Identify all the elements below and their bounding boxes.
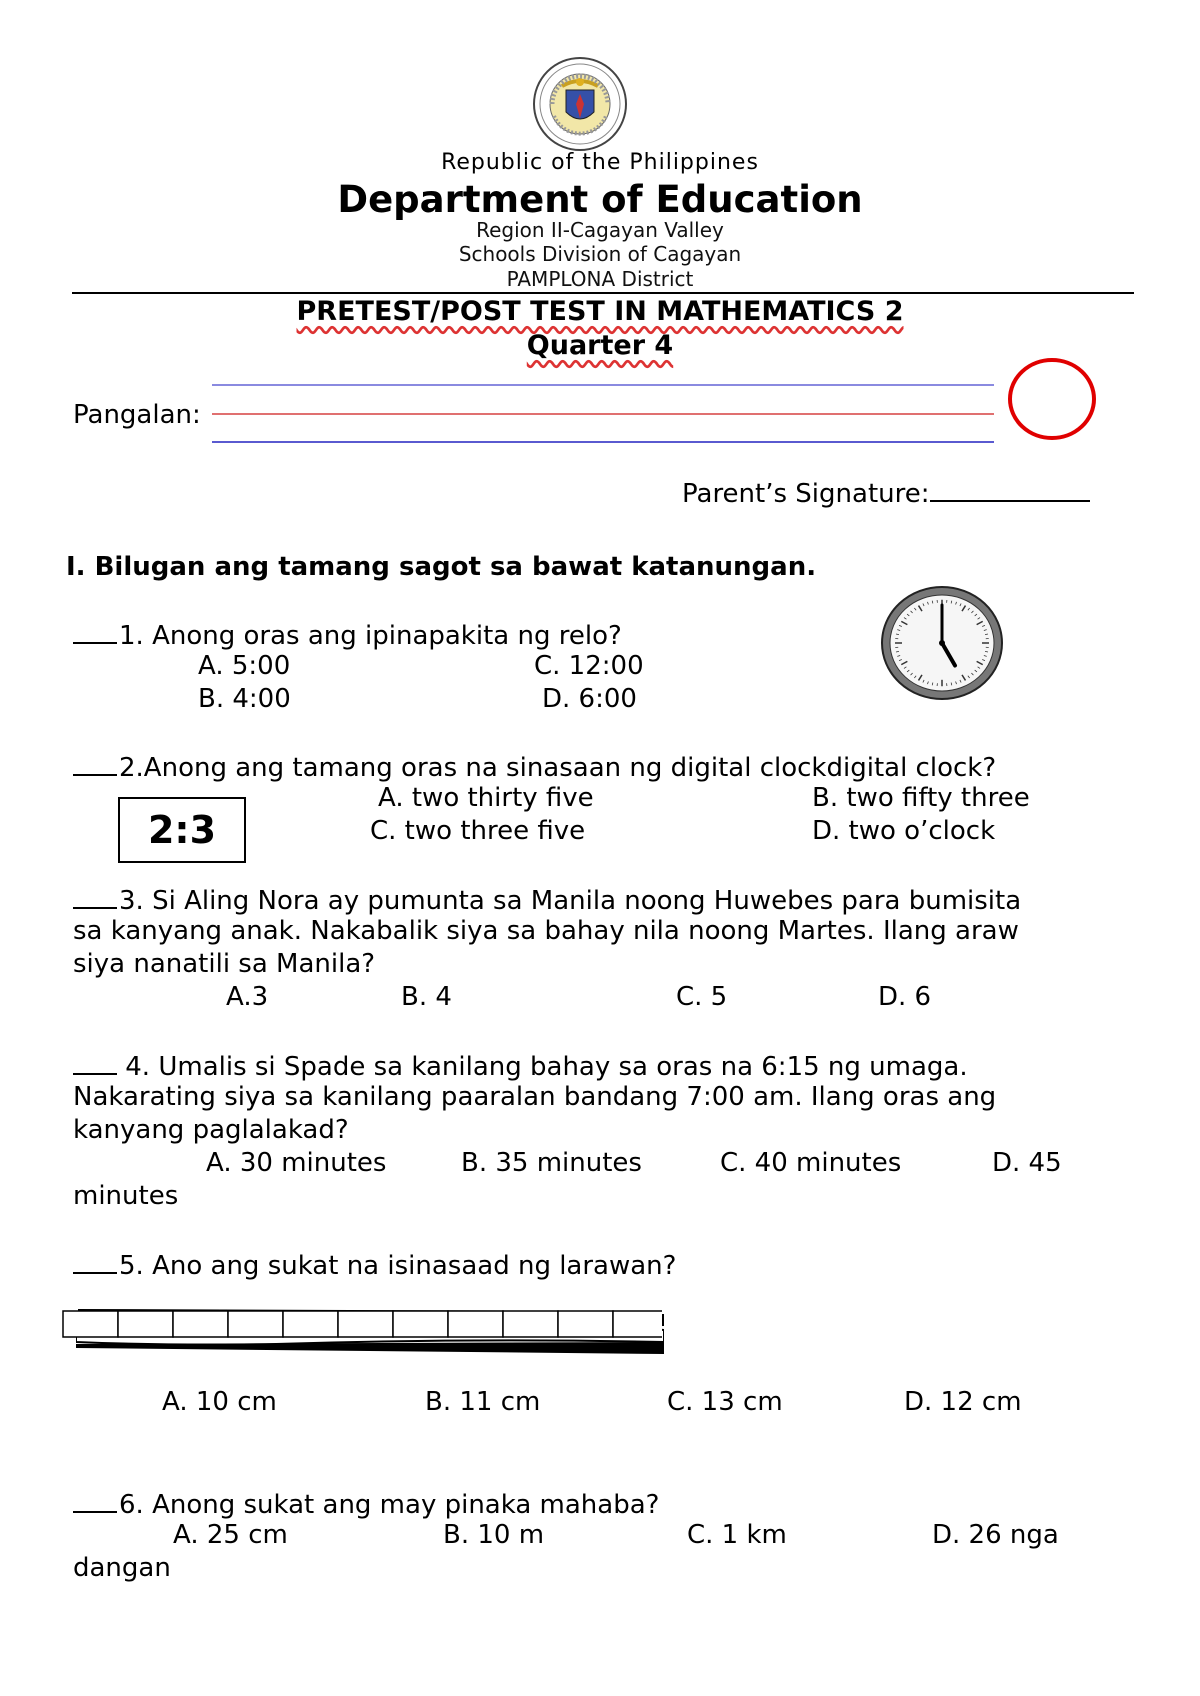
- quarter-text: Quarter 4: [526, 330, 674, 361]
- score-circle[interactable]: [1006, 356, 1098, 442]
- q6-choice-d-wrap: dangan: [73, 1553, 171, 1583]
- question-2: [73, 750, 996, 783]
- question-4-line-3: kanyang paglalakad?: [73, 1115, 349, 1145]
- signature-label: Parent’s Signature:: [682, 479, 930, 509]
- q5-choice-d[interactable]: D. 12 cm: [904, 1387, 1022, 1417]
- q4-choice-a[interactable]: A. 30 minutes: [206, 1148, 387, 1178]
- answer-blank-1[interactable]: [73, 618, 117, 644]
- signature-field[interactable]: [682, 476, 1090, 509]
- q5-choice-a[interactable]: A. 10 cm: [162, 1387, 277, 1417]
- q3-choice-d[interactable]: D. 6: [878, 982, 932, 1012]
- q1-choice-a[interactable]: A. 5:00: [198, 651, 291, 681]
- q1-choice-d[interactable]: D. 6:00: [542, 684, 637, 714]
- question-1: [73, 618, 622, 651]
- q4-choice-d-wrap: minutes: [73, 1181, 179, 1211]
- q1-choice-c[interactable]: C. 12:00: [534, 651, 644, 681]
- answer-blank-6[interactable]: [73, 1487, 117, 1513]
- header-divider: [72, 292, 1134, 294]
- ruler-cell: [393, 1311, 448, 1337]
- q4-choice-d[interactable]: D. 45: [992, 1148, 1062, 1178]
- q6-choice-d[interactable]: D. 26 nga: [932, 1520, 1059, 1550]
- q5-choice-b[interactable]: B. 11 cm: [425, 1387, 541, 1417]
- q1-choice-b[interactable]: B. 4:00: [198, 684, 291, 714]
- clock-tick: [896, 634, 899, 635]
- region-text: Region II-Cagayan Valley: [476, 218, 724, 242]
- digital-clock-display: 2:3: [118, 797, 246, 863]
- q4-choice-c[interactable]: C. 40 minutes: [720, 1148, 902, 1178]
- ruler-cell: [338, 1311, 393, 1337]
- question-3-line-1: 3. Si Aling Nora ay pumunta sa Manila noong Huwebes para bumisita: [119, 886, 1022, 916]
- question-4-line-1: 4. Umalis si Spade sa kanilang bahay sa oras na 6:15 ng umaga.: [117, 1052, 968, 1082]
- test-title: [0, 296, 1200, 327]
- department-title: Department of Education: [337, 178, 863, 221]
- name-label: Pangalan:: [73, 400, 201, 430]
- question-3: [73, 883, 1021, 916]
- ruler-cell: [173, 1311, 228, 1337]
- ruler-cell: [63, 1311, 118, 1337]
- q5-choice-c[interactable]: C. 13 cm: [667, 1387, 783, 1417]
- q3-choice-c[interactable]: C. 5: [676, 982, 728, 1012]
- ruler-cell: [228, 1311, 283, 1337]
- question-2-prompt: 2.Anong ang tamang oras na sinasaan ng digital clockdigital clock?: [119, 753, 997, 783]
- ruler-cell: [118, 1311, 173, 1337]
- signature-blank[interactable]: [930, 476, 1090, 502]
- name-line-bottom: [212, 441, 994, 443]
- instruction-text: I. Bilugan ang tamang sagot sa bawat katanungan.: [66, 552, 817, 582]
- q2-choice-c[interactable]: C. two three five: [370, 816, 586, 846]
- ruler-cell: [448, 1311, 503, 1337]
- ruler-cell: [503, 1311, 558, 1337]
- ruler-cell: [558, 1311, 613, 1337]
- name-line-middle[interactable]: [212, 413, 994, 415]
- q2-choice-d[interactable]: D. two o’clock: [812, 816, 996, 846]
- deped-seal-logo: [532, 56, 628, 152]
- q2-choice-a[interactable]: A. two thirty five: [378, 783, 594, 813]
- question-5-prompt: 5. Ano ang sukat na isinasaad ng larawan?: [119, 1251, 677, 1281]
- ruler: [62, 1310, 662, 1340]
- ruler-cell: [613, 1311, 662, 1337]
- q2-choice-b[interactable]: B. two fifty three: [812, 783, 1030, 813]
- republic-text: Republic of the Philippines: [441, 150, 759, 175]
- answer-blank-2[interactable]: [73, 750, 117, 776]
- q6-choice-a[interactable]: A. 25 cm: [173, 1520, 288, 1550]
- question-1-prompt: 1. Anong oras ang ipinapakita ng relo?: [119, 621, 622, 651]
- clock-tick: [985, 651, 988, 652]
- answer-blank-3[interactable]: [73, 883, 117, 909]
- clock-tick: [896, 651, 899, 652]
- q3-choice-b[interactable]: B. 4: [401, 982, 452, 1012]
- q6-choice-c[interactable]: C. 1 km: [687, 1520, 787, 1550]
- test-title-text: PRETEST/POST TEST IN MATHEMATICS 2: [296, 296, 904, 327]
- analog-clock: [878, 584, 1006, 702]
- question-3-line-2: sa kanyang anak. Nakabalik siya sa bahay nila noong Martes. Ilang araw: [73, 916, 1019, 946]
- q4-choice-b[interactable]: B. 35 minutes: [461, 1148, 642, 1178]
- answer-blank-5[interactable]: [73, 1248, 117, 1274]
- question-3-line-3: siya nanatili sa Manila?: [73, 949, 376, 979]
- question-4: [73, 1049, 968, 1082]
- question-4-line-2: Nakarating siya sa kanilang paaralan bandang 7:00 am. Ilang oras ang: [73, 1082, 997, 1112]
- question-6: [73, 1487, 659, 1520]
- question-6-prompt: 6. Anong sukat ang may pinaka mahaba?: [119, 1490, 660, 1520]
- answer-blank-4[interactable]: [73, 1049, 117, 1075]
- ruler-cell: [283, 1311, 338, 1337]
- question-5: [73, 1248, 676, 1281]
- clock-tick: [985, 634, 988, 635]
- q3-choice-a[interactable]: A.3: [226, 982, 269, 1012]
- division-text: Schools Division of Cagayan: [458, 242, 742, 266]
- district-text: PAMPLONA District: [506, 267, 694, 291]
- name-line-top: [212, 384, 994, 386]
- q6-choice-b[interactable]: B. 10 m: [443, 1520, 545, 1550]
